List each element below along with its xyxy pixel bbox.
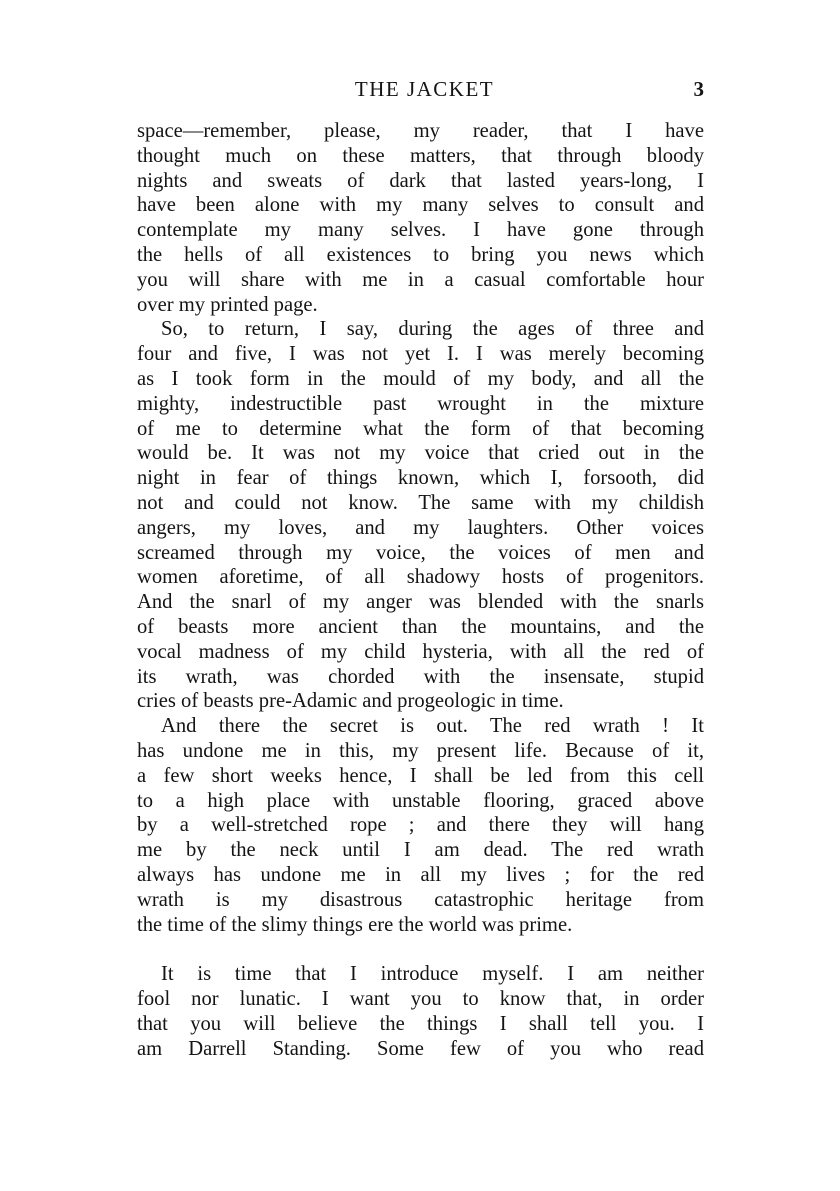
text-line: contemplate my many selves. I have gone through	[137, 219, 704, 242]
text-line: And there the secret is out. The red wrath ! It	[161, 715, 704, 738]
text-line: It is time that I introduce myself. I am neither	[161, 963, 704, 986]
running-title: THE JACKET	[354, 77, 495, 101]
text-line: not and could not know. The same with my childish	[137, 491, 704, 514]
text-line: thought much on these matters, that through bloody	[137, 144, 704, 167]
text-line: women aforetime, of all shadowy hosts of progenitors.	[137, 566, 704, 589]
text-line: nights and sweats of dark that lasted years-long, I	[137, 169, 704, 192]
text-line: of me to determine what the form of that becoming	[137, 417, 704, 440]
text-line: And the snarl of my anger was blended with the snarls	[137, 591, 704, 614]
paragraph-4	[137, 962, 704, 1061]
text-line: of beasts more ancient than the mountains, and the	[137, 615, 704, 638]
text-line: four and five, I was not yet I. I was merely becoming	[137, 343, 704, 366]
text-line: the time of the slimy things ere the world was prime.	[137, 913, 573, 936]
text-line: mighty, indestructible past wrought in the mixture	[137, 392, 704, 415]
text-line: wrath is my disastrous catastrophic heritage from	[137, 888, 704, 911]
text-line: space—remember, please, my reader, that I have	[137, 120, 704, 142]
paragraph-3	[137, 714, 704, 937]
text-line: that you will believe the things I shall tell you. I	[137, 1012, 704, 1035]
body-text	[137, 119, 704, 1061]
paragraph-1	[137, 119, 704, 317]
text-line: angers, my loves, and my laughters. Other voices	[137, 516, 704, 539]
text-line: have been alone with my many selves to consult and	[137, 194, 704, 217]
running-header	[137, 74, 704, 104]
text-line: night in fear of things known, which I, forsooth, did	[137, 467, 704, 490]
text-line: the hells of all existences to bring you news which	[137, 243, 704, 266]
text-line: fool nor lunatic. I want you to know that, in order	[137, 988, 704, 1011]
text-line: cries of beasts pre-Adamic and progeologic in time.	[137, 690, 564, 713]
text-line: has undone me in this, my present life. Because of it,	[137, 739, 704, 762]
text-line: vocal madness of my child hysteria, with all the red of	[137, 640, 704, 663]
text-line: would be. It was not my voice that cried out in the	[137, 442, 704, 465]
text-line: me by the neck until I am dead. The red wrath	[137, 839, 704, 862]
text-line: its wrath, was chorded with the insensate, stupid	[137, 665, 704, 688]
paragraph-2	[137, 317, 704, 714]
page-number: 3	[693, 77, 704, 101]
text-line: by a well-stretched rope ; and there they will hang	[137, 814, 704, 837]
text-line: you will share with me in a casual comfortable hour	[137, 268, 704, 291]
text-line: a few short weeks hence, I shall be led from this cell	[137, 764, 704, 787]
text-line: screamed through my voice, the voices of men and	[137, 541, 704, 564]
text-line: So, to return, I say, during the ages of three and	[161, 318, 704, 341]
text-line: am Darrell Standing. Some few of you who read	[137, 1037, 704, 1060]
text-line: as I took form in the mould of my body, and all the	[137, 367, 704, 390]
text-line: to a high place with unstable flooring, graced above	[137, 789, 704, 812]
text-line: over my printed page.	[137, 293, 318, 316]
text-line: always has undone me in all my lives ; for the red	[137, 863, 704, 886]
